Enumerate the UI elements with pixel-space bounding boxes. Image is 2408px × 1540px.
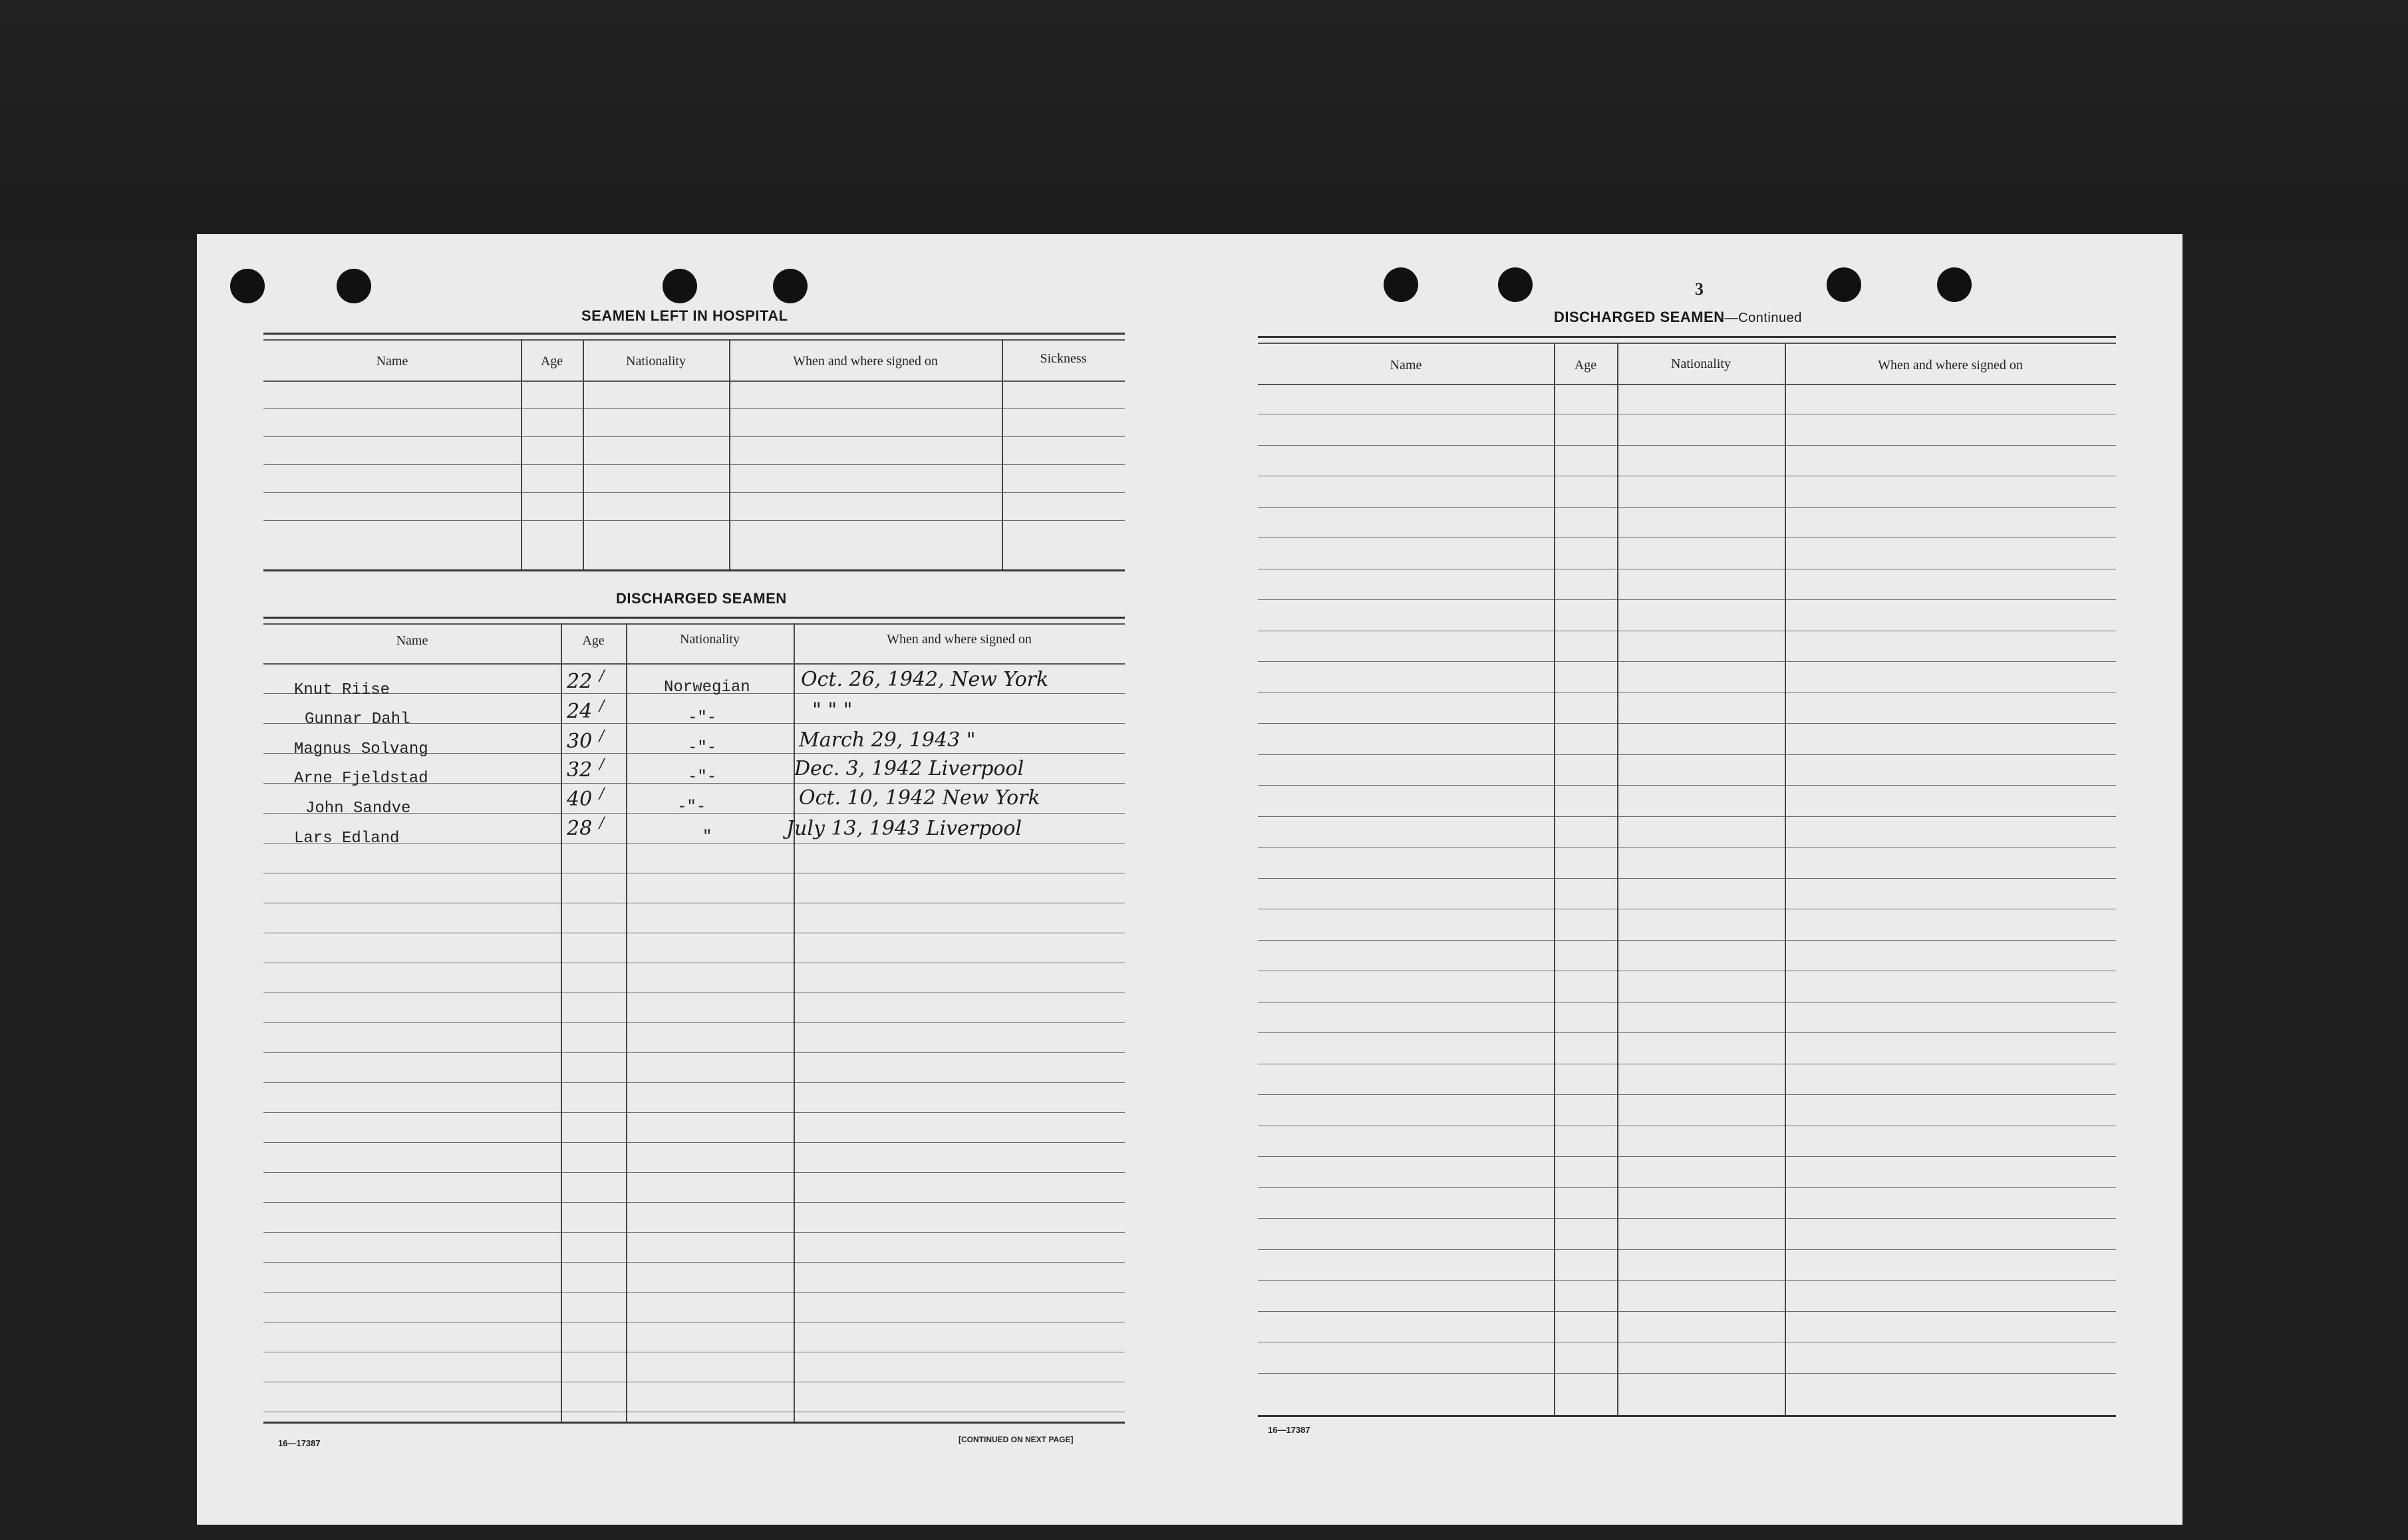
- seaman-age: 30: [567, 730, 593, 753]
- ruled-line: [1258, 1032, 2116, 1033]
- ruled-line: [1258, 754, 2116, 755]
- punch-hole: [230, 269, 265, 303]
- ruled-line: [1258, 1218, 2116, 1219]
- punch-hole: [1827, 267, 1861, 302]
- ruled-line: [1258, 1187, 2116, 1188]
- col-header-signed-on: When and where signed on: [1878, 358, 2023, 373]
- continued-note: [CONTINUED ON NEXT PAGE]: [959, 1435, 1074, 1444]
- seaman-name: John Sandve: [305, 800, 411, 818]
- seaman-nationality: ": [702, 828, 712, 846]
- col-header-age: Age: [582, 633, 605, 648]
- punch-hole: [337, 269, 371, 303]
- seaman-nationality: -"-: [688, 709, 717, 727]
- check-mark: /: [599, 698, 605, 714]
- check-mark: /: [599, 668, 605, 685]
- ruled-line: [1258, 1249, 2116, 1250]
- check-mark: /: [599, 728, 605, 744]
- col-header-name: Name: [396, 633, 428, 648]
- ruled-line: [1258, 1311, 2116, 1312]
- col-header-nationality: Nationality: [680, 632, 740, 647]
- seaman-name: Knut Riise: [294, 681, 390, 699]
- ruled-line: [1258, 940, 2116, 941]
- check-mark: /: [599, 786, 605, 802]
- ruled-line: [1258, 1156, 2116, 1157]
- seaman-signed-on: Dec. 3, 1942 Liverpool: [794, 757, 1024, 780]
- page-number: 3: [1695, 279, 1704, 299]
- seaman-nationality: -"-: [677, 798, 706, 816]
- ruled-line: [1258, 785, 2116, 786]
- punch-hole: [1498, 267, 1533, 302]
- col-header-nationality: Nationality: [1671, 357, 1731, 371]
- punch-hole: [663, 269, 697, 303]
- ruled-line: [1258, 445, 2116, 446]
- check-mark: /: [599, 815, 605, 832]
- seaman-nationality: -"-: [688, 739, 717, 757]
- seaman-age: 24: [567, 700, 593, 723]
- seaman-age: 40: [567, 788, 593, 811]
- seaman-age: 22: [567, 670, 593, 693]
- ruled-line: [1258, 723, 2116, 724]
- punch-hole: [773, 269, 808, 303]
- hospital-section-title: SEAMEN LEFT IN HOSPITAL: [581, 307, 788, 324]
- seaman-name: Lars Edland: [294, 830, 400, 847]
- ruled-line: [1258, 1094, 2116, 1095]
- col-header-name: Name: [1390, 358, 1422, 373]
- punch-hole: [1384, 267, 1418, 302]
- discharged-section-title: DISCHARGED SEAMEN: [616, 590, 787, 607]
- seaman-signed-on: " " ": [812, 698, 853, 722]
- document-scan: [197, 234, 2408, 1525]
- col-header-age: Age: [1574, 358, 1597, 373]
- ruled-line: [1258, 816, 2116, 817]
- scanner-background: [0, 0, 2408, 239]
- seaman-nationality: -"-: [688, 768, 717, 786]
- seaman-name: Magnus Solvang: [294, 740, 428, 758]
- col-header-name: Name: [376, 354, 408, 369]
- form-number: 16—17387: [1268, 1425, 1310, 1435]
- seaman-age: 28: [567, 817, 593, 840]
- punch-hole: [1937, 267, 1972, 302]
- seaman-age: 32: [567, 758, 593, 782]
- ruled-line: [1258, 1280, 2116, 1281]
- seaman-signed-on: March 29, 1943 ": [799, 728, 976, 752]
- col-header-sickness: Sickness: [1040, 351, 1087, 366]
- left-page: [197, 234, 1191, 1525]
- check-mark: /: [599, 756, 605, 773]
- col-header-age: Age: [540, 354, 563, 369]
- col-header-nationality: Nationality: [626, 354, 686, 369]
- form-number: 16—17387: [278, 1438, 321, 1448]
- ruled-line: [1258, 878, 2116, 879]
- ruled-line: [1258, 661, 2116, 662]
- seaman-name: Gunnar Dahl: [305, 710, 410, 728]
- seaman-nationality: Norwegian: [664, 679, 750, 696]
- ruled-line: [1258, 507, 2116, 508]
- seaman-signed-on: Oct. 10, 1942 New York: [799, 786, 1040, 810]
- ruled-line: [1258, 599, 2116, 600]
- seaman-signed-on: Oct. 26, 1942, New York: [801, 668, 1049, 691]
- seaman-name: Arne Fjeldstad: [294, 770, 428, 788]
- right-page: [1191, 234, 2182, 1525]
- seaman-signed-on: July 13, 1943 Liverpool: [786, 817, 1022, 840]
- col-header-signed-on: When and where signed on: [887, 632, 1032, 647]
- ruled-line: [1258, 1373, 2116, 1374]
- right-page-title: DISCHARGED SEAMEN—Continued: [1554, 309, 1802, 325]
- col-header-signed-on: When and where signed on: [793, 354, 938, 369]
